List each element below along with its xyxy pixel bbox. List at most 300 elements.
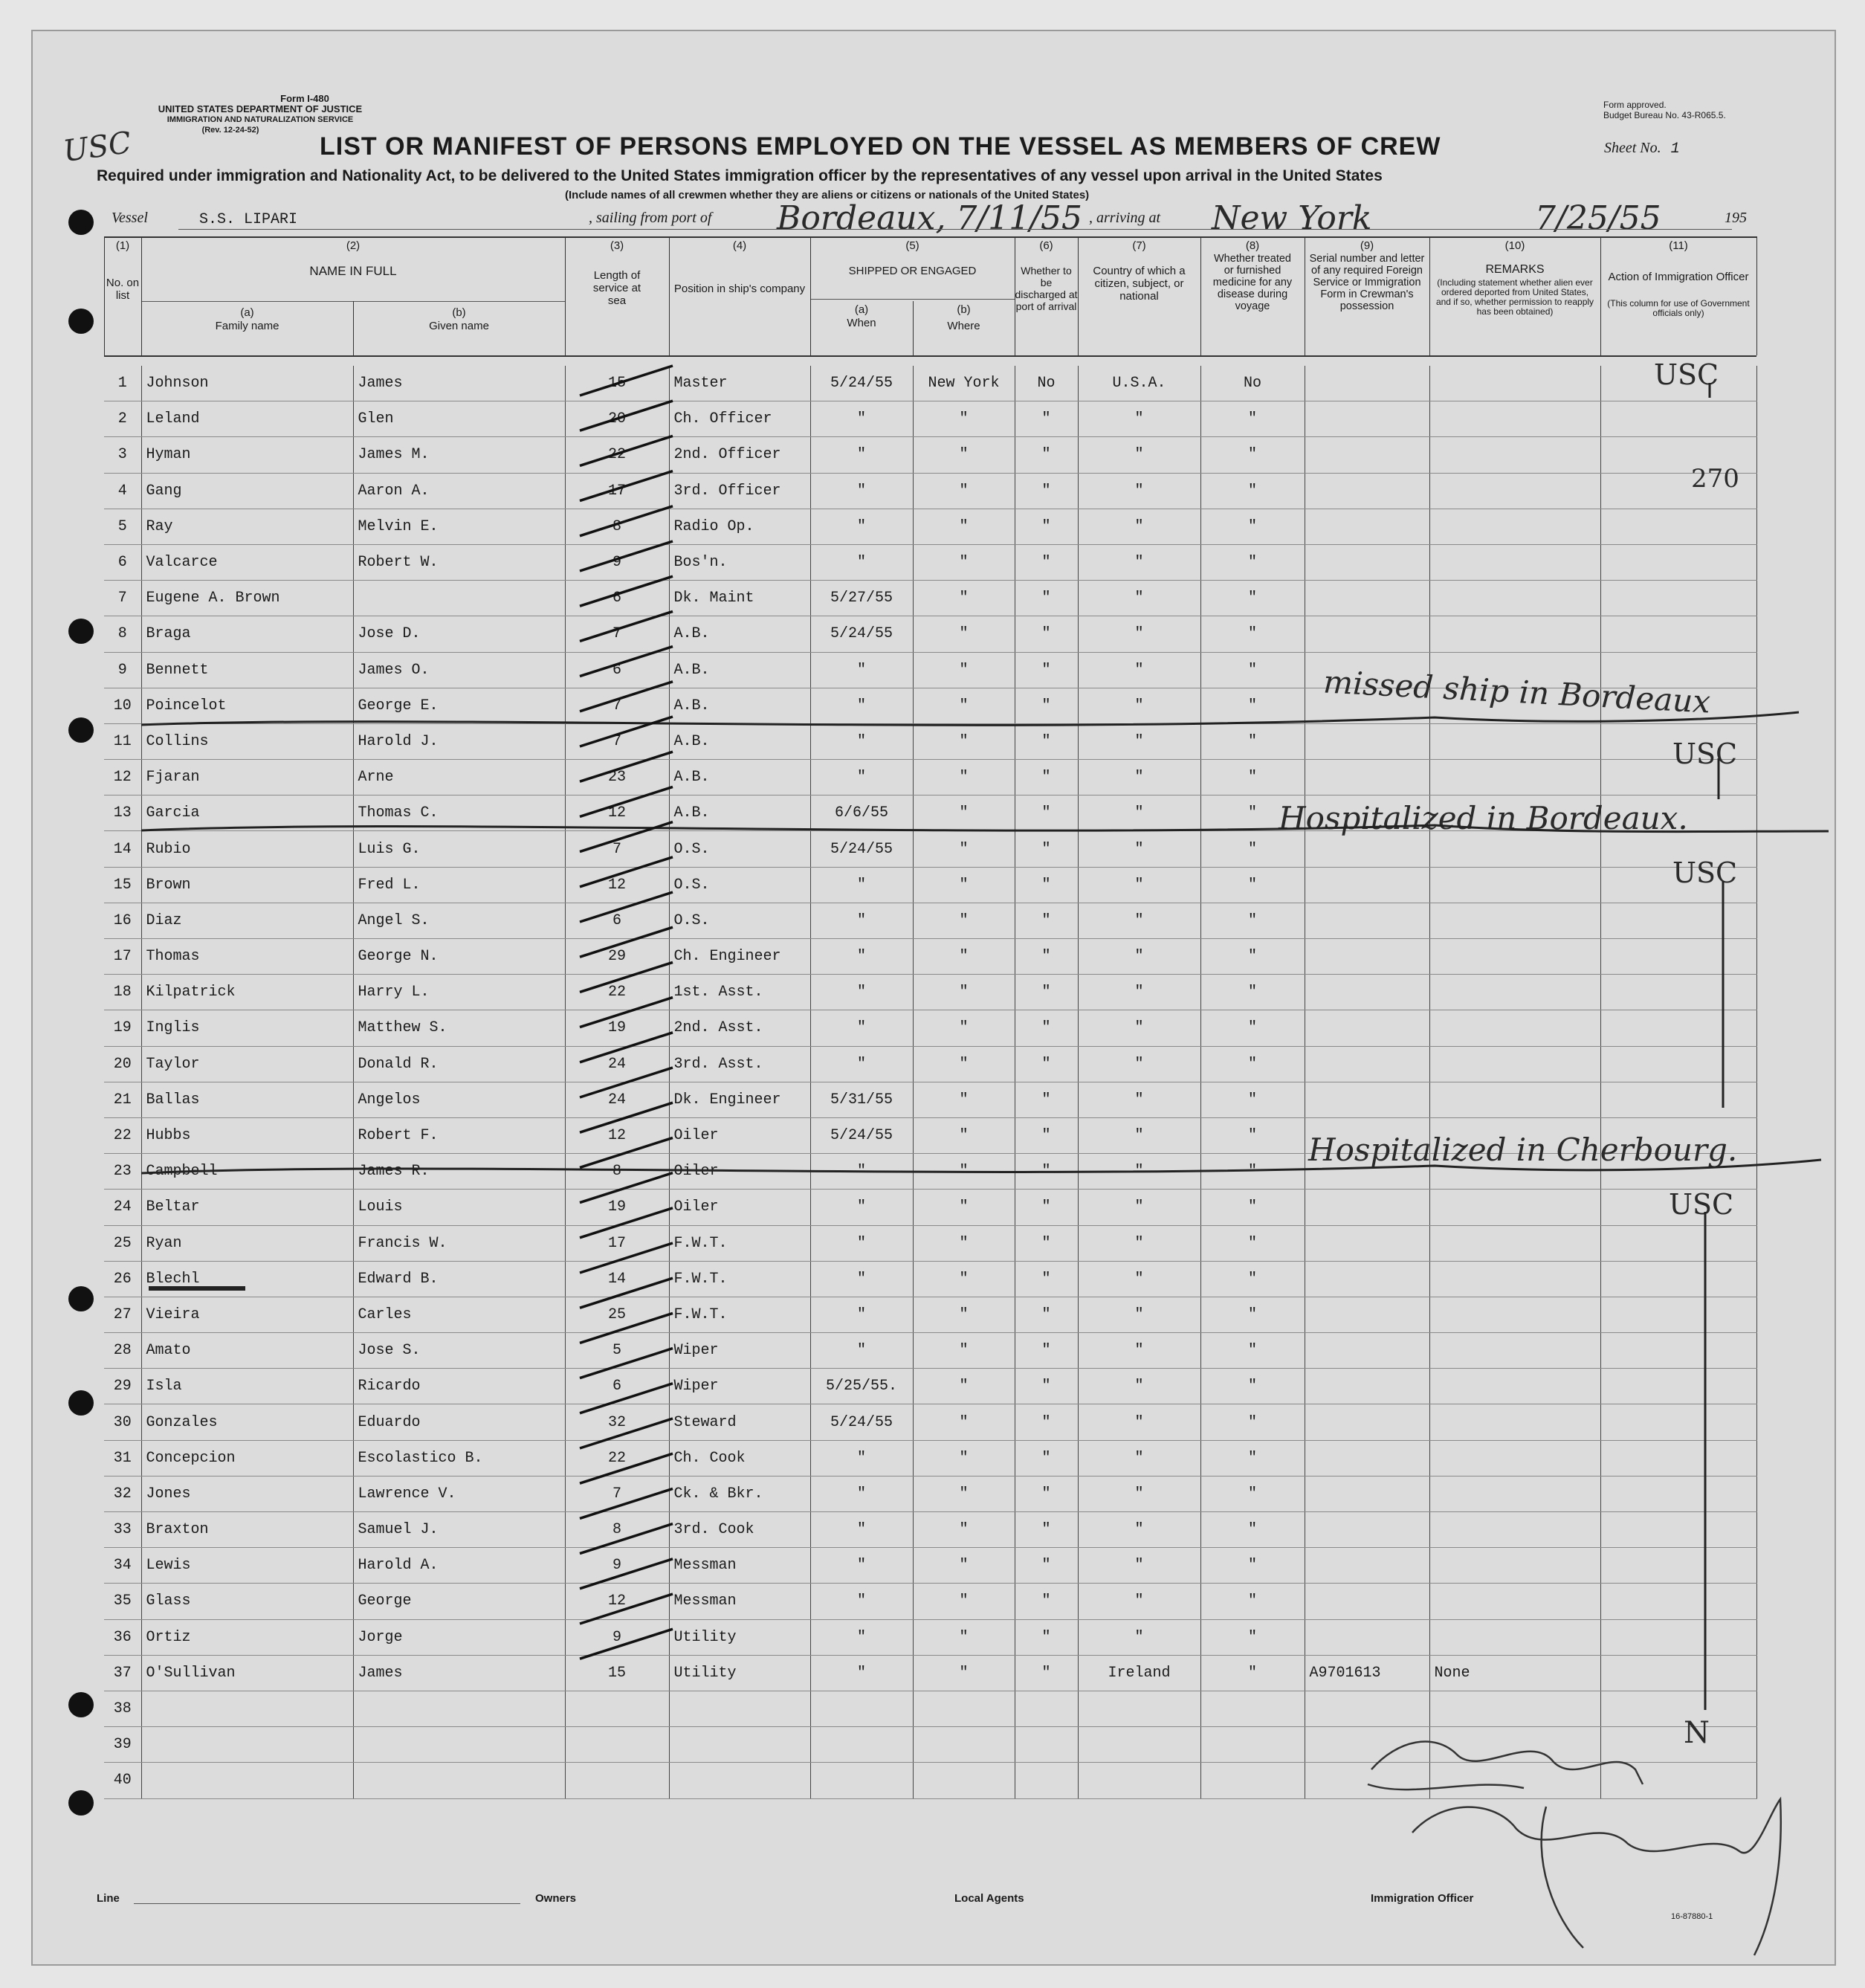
header-separator <box>810 236 811 355</box>
given-name-cell: Harold J. <box>353 723 565 759</box>
family-name-cell: Blechl <box>141 1261 353 1297</box>
table-row <box>104 401 1756 437</box>
serial-number-cell <box>1305 437 1429 473</box>
budget-bureau: Budget Bureau No. 43-R065.5. <box>1603 110 1726 120</box>
officer-action-cell <box>1600 1584 1756 1619</box>
serial-number-cell <box>1305 867 1429 903</box>
given-name-cell: George E. <box>353 688 565 723</box>
handwritten-usc-2: USC <box>1672 738 1738 770</box>
treated-cell: " <box>1200 509 1305 544</box>
treated-cell: " <box>1200 1404 1305 1440</box>
serial-number-cell <box>1305 975 1429 1010</box>
col-1-number: (1) <box>115 239 130 252</box>
row-number-cell: 31 <box>104 1440 141 1476</box>
shipped-when-cell: " <box>810 437 913 473</box>
length-of-service-cell: 6 <box>565 1369 669 1404</box>
family-name-cell: Eugene A. Brown <box>141 581 353 616</box>
length-of-service-cell: 9 <box>565 1619 669 1655</box>
family-name-cell: Taylor <box>141 1046 353 1082</box>
remarks-cell <box>1429 1297 1600 1332</box>
discharge-cell: " <box>1015 652 1078 688</box>
serial-number-cell <box>1305 831 1429 867</box>
officer-action-cell <box>1600 1010 1756 1046</box>
revision: (Rev. 12-24-52) <box>201 126 259 135</box>
shipped-where-cell: " <box>913 1333 1015 1369</box>
treated-cell: " <box>1200 1154 1305 1190</box>
length-of-service-cell: 23 <box>565 760 669 795</box>
shipped-when-cell: " <box>810 401 913 437</box>
row-number-cell: 38 <box>104 1691 141 1726</box>
treated-cell: " <box>1200 939 1305 975</box>
length-of-service-cell: 7 <box>565 831 669 867</box>
punch-hole <box>68 619 94 644</box>
treated-cell: " <box>1200 795 1305 831</box>
row-number-cell: 40 <box>104 1763 141 1798</box>
position-cell: F.W.T. <box>669 1261 810 1297</box>
serial-number-cell <box>1305 1190 1429 1225</box>
officer-action-cell <box>1600 1440 1756 1476</box>
shipped-where-cell: " <box>913 939 1015 975</box>
col-11-header: Action of Immigration Officer <box>1608 271 1749 283</box>
col-5b-number: (b) <box>957 303 971 316</box>
length-of-service-cell: 22 <box>565 975 669 1010</box>
discharge-cell: " <box>1015 1154 1078 1190</box>
remarks-cell <box>1429 975 1600 1010</box>
col-6-header: Whether to be discharged at port of arrival <box>1015 265 1078 312</box>
col-2b-header: Given name <box>429 320 489 332</box>
vessel-label: Vessel <box>111 210 148 226</box>
remarks-cell <box>1429 1046 1600 1082</box>
remarks-cell <box>1429 437 1600 473</box>
treated-cell: " <box>1200 1190 1305 1225</box>
row-number-cell: 23 <box>104 1154 141 1190</box>
shipped-when-cell: 5/24/55 <box>810 1117 913 1153</box>
citizenship-cell: " <box>1078 939 1200 975</box>
shipped-where-cell: " <box>913 975 1015 1010</box>
discharge-cell: " <box>1015 1548 1078 1584</box>
row-number-cell: 39 <box>104 1727 141 1763</box>
given-name-cell: Thomas C. <box>353 795 565 831</box>
shipped-where-cell: " <box>913 867 1015 903</box>
discharge-cell: " <box>1015 1369 1078 1404</box>
position-cell <box>669 1727 810 1763</box>
position-cell: Ch. Engineer <box>669 939 810 975</box>
serial-number-cell <box>1305 544 1429 580</box>
family-name-cell: Braxton <box>141 1512 353 1548</box>
given-name-cell: Francis W. <box>353 1225 565 1261</box>
punch-hole <box>68 309 94 334</box>
citizenship-cell: " <box>1078 1333 1200 1369</box>
shipped-when-cell: 5/25/55. <box>810 1369 913 1404</box>
row-number-cell: 36 <box>104 1619 141 1655</box>
remarks-cell <box>1429 581 1600 616</box>
officer-action-cell <box>1600 581 1756 616</box>
treated-cell: " <box>1200 760 1305 795</box>
remarks-cell <box>1429 1619 1600 1655</box>
table-row <box>104 1584 1756 1619</box>
citizenship-cell: " <box>1078 544 1200 580</box>
remarks-cell <box>1429 401 1600 437</box>
shipped-where-cell: " <box>913 616 1015 652</box>
shipped-where-cell: " <box>913 1619 1015 1655</box>
family-name-cell: Brown <box>141 867 353 903</box>
length-of-service-cell: 12 <box>565 1584 669 1619</box>
family-name-cell <box>141 1691 353 1726</box>
table-row <box>104 975 1756 1010</box>
family-name-cell <box>141 1727 353 1763</box>
shipped-where-cell <box>913 1727 1015 1763</box>
family-name-cell: O'Sullivan <box>141 1655 353 1691</box>
col-2-number: (2) <box>346 239 361 252</box>
length-of-service-cell: 8 <box>565 1512 669 1548</box>
shipped-when-cell: " <box>810 1548 913 1584</box>
discharge-cell: " <box>1015 723 1078 759</box>
handwritten-usc-4: USC <box>1669 1188 1734 1221</box>
row-number-cell: 35 <box>104 1584 141 1619</box>
shipped-when-cell: " <box>810 975 913 1010</box>
treated-cell: " <box>1200 401 1305 437</box>
shipped-where-cell: " <box>913 1261 1015 1297</box>
officer-action-cell <box>1600 903 1756 938</box>
table-row <box>104 509 1756 544</box>
shipped-when-cell: " <box>810 1154 913 1190</box>
col-5a-header: When <box>847 317 876 329</box>
remarks-cell <box>1429 1763 1600 1798</box>
table-row <box>104 723 1756 759</box>
length-of-service-cell: 15 <box>565 366 669 401</box>
form-id-block <box>149 94 372 135</box>
table-row <box>104 1046 1756 1082</box>
position-cell: 3rd. Cook <box>669 1512 810 1548</box>
treated-cell: " <box>1200 1333 1305 1369</box>
col-10-header: REMARKS <box>1485 263 1545 276</box>
serial-number-cell <box>1305 1691 1429 1726</box>
position-cell: A.B. <box>669 652 810 688</box>
length-of-service-cell <box>565 1691 669 1726</box>
family-name-cell: Fjaran <box>141 760 353 795</box>
table-row <box>104 1333 1756 1369</box>
family-name-cell: Poincelot <box>141 688 353 723</box>
length-of-service-cell: 5 <box>565 1333 669 1369</box>
remarks-cell <box>1429 1548 1600 1584</box>
family-name-cell: Ray <box>141 509 353 544</box>
shipped-when-cell: " <box>810 1261 913 1297</box>
shipped-where-cell: " <box>913 437 1015 473</box>
serial-number-cell <box>1305 1297 1429 1332</box>
citizenship-cell: " <box>1078 1010 1200 1046</box>
discharge-cell: " <box>1015 795 1078 831</box>
given-name-cell: Robert W. <box>353 544 565 580</box>
serial-number-cell <box>1305 509 1429 544</box>
length-of-service-cell: 19 <box>565 1190 669 1225</box>
discharge-cell: " <box>1015 1010 1078 1046</box>
given-name-cell: Angel S. <box>353 903 565 938</box>
citizenship-cell: " <box>1078 760 1200 795</box>
length-of-service-cell: 29 <box>565 939 669 975</box>
shipped-when-cell <box>810 1727 913 1763</box>
header-separator <box>1200 236 1201 355</box>
handwritten-270: 270 <box>1691 464 1739 494</box>
table-row <box>104 867 1756 903</box>
length-of-service-cell: 12 <box>565 795 669 831</box>
family-name-cell: Ballas <box>141 1082 353 1117</box>
col-4-number: (4) <box>732 239 747 252</box>
vessel-name: S.S. LIPARI <box>199 211 298 228</box>
discharge-cell: " <box>1015 1440 1078 1476</box>
citizenship-cell: " <box>1078 1082 1200 1117</box>
row-number-cell: 17 <box>104 939 141 975</box>
position-cell: Messman <box>669 1584 810 1619</box>
table-row <box>104 903 1756 938</box>
length-of-service-cell: 12 <box>565 1117 669 1153</box>
shipped-where-cell: " <box>913 1548 1015 1584</box>
shipped-when-cell: " <box>810 473 913 509</box>
row-number-cell: 25 <box>104 1225 141 1261</box>
serial-number-cell <box>1305 760 1429 795</box>
col-7-header: Country of which a citizen, subject, or national <box>1093 265 1186 303</box>
discharge-cell: " <box>1015 544 1078 580</box>
serial-number-cell <box>1305 939 1429 975</box>
remarks-cell <box>1429 1440 1600 1476</box>
table-row <box>104 1261 1756 1297</box>
remarks-cell <box>1429 544 1600 580</box>
serial-number-cell <box>1305 1082 1429 1117</box>
row-number-cell: 13 <box>104 795 141 831</box>
row-number-cell: 12 <box>104 760 141 795</box>
given-name-cell: George N. <box>353 939 565 975</box>
family-name-cell: Kilpatrick <box>141 975 353 1010</box>
row-number-cell: 11 <box>104 723 141 759</box>
length-of-service-cell: 9 <box>565 544 669 580</box>
family-name-cell: Gonzales <box>141 1404 353 1440</box>
col-11-number: (11) <box>1669 239 1688 252</box>
table-row <box>104 1512 1756 1548</box>
handwritten-top-left-note: USC <box>61 125 134 170</box>
treated-cell: " <box>1200 1369 1305 1404</box>
family-name-cell: Hubbs <box>141 1117 353 1153</box>
position-cell: Wiper <box>669 1369 810 1404</box>
col-5a-number: (a) <box>854 303 869 316</box>
length-of-service-cell: 24 <box>565 1082 669 1117</box>
shipped-where-cell: " <box>913 1190 1015 1225</box>
position-cell: A.B. <box>669 760 810 795</box>
department: UNITED STATES DEPARTMENT OF JUSTICE <box>158 103 363 114</box>
table-row <box>104 1691 1756 1726</box>
punch-hole <box>68 1692 94 1717</box>
citizenship-cell: " <box>1078 723 1200 759</box>
citizenship-cell: " <box>1078 1440 1200 1476</box>
remarks-cell <box>1429 473 1600 509</box>
citizenship-cell: " <box>1078 795 1200 831</box>
treated-cell <box>1200 1691 1305 1726</box>
position-cell: Steward <box>669 1404 810 1440</box>
serial-number-cell <box>1305 903 1429 938</box>
officer-action-cell <box>1600 1476 1756 1511</box>
officer-action-cell <box>1600 1763 1756 1798</box>
treated-cell: " <box>1200 1010 1305 1046</box>
shipped-where-cell: " <box>913 1440 1015 1476</box>
treated-cell <box>1200 1727 1305 1763</box>
table-row <box>104 581 1756 616</box>
discharge-cell: " <box>1015 1404 1078 1440</box>
treated-cell: " <box>1200 1261 1305 1297</box>
shipped-where-cell: " <box>913 723 1015 759</box>
shipped-where-cell: " <box>913 1154 1015 1190</box>
table-row <box>104 437 1756 473</box>
shipped-when-cell: 6/6/55 <box>810 795 913 831</box>
family-name-cell: Jones <box>141 1476 353 1511</box>
col-10-number: (10) <box>1504 239 1525 252</box>
length-of-service-cell: 14 <box>565 1261 669 1297</box>
given-name-cell: Edward B. <box>353 1261 565 1297</box>
position-cell: 3rd. Officer <box>669 473 810 509</box>
treated-cell: " <box>1200 616 1305 652</box>
length-of-service-cell: 20 <box>565 401 669 437</box>
officer-action-cell <box>1600 1046 1756 1082</box>
row-number-cell: 37 <box>104 1655 141 1691</box>
row-number-cell: 18 <box>104 975 141 1010</box>
given-name-cell: Escolastico B. <box>353 1440 565 1476</box>
remarks-cell <box>1429 1404 1600 1440</box>
table-row <box>104 939 1756 975</box>
officer-action-cell <box>1600 1512 1756 1548</box>
row-number-cell: 10 <box>104 688 141 723</box>
shipped-when-cell <box>810 1763 913 1798</box>
given-name-cell: George <box>353 1584 565 1619</box>
arrival-date: 7/25/55 <box>1535 199 1661 237</box>
col-5-header: SHIPPED OR ENGAGED <box>848 265 977 277</box>
handwritten-note-row22: Hospitalized in Cherbourg. <box>1308 1132 1738 1168</box>
family-name-cell: Amato <box>141 1333 353 1369</box>
shipped-when-cell: " <box>810 1190 913 1225</box>
position-cell: Radio Op. <box>669 509 810 544</box>
discharge-cell: " <box>1015 1261 1078 1297</box>
citizenship-cell: " <box>1078 1404 1200 1440</box>
treated-cell: " <box>1200 723 1305 759</box>
table-row <box>104 1476 1756 1511</box>
shipped-where-cell: " <box>913 1082 1015 1117</box>
shipped-when-cell: " <box>810 509 913 544</box>
discharge-cell: " <box>1015 1082 1078 1117</box>
length-of-service-cell: 6 <box>565 581 669 616</box>
header-separator <box>1078 236 1079 355</box>
year-suffix: 195 <box>1725 210 1747 226</box>
position-cell: 1st. Asst. <box>669 975 810 1010</box>
citizenship-cell <box>1078 1727 1200 1763</box>
treated-cell: " <box>1200 652 1305 688</box>
table-row <box>104 1404 1756 1440</box>
serial-number-cell <box>1305 1619 1429 1655</box>
shipped-where-cell: " <box>913 401 1015 437</box>
remarks-cell <box>1429 366 1600 401</box>
header-top-rule <box>104 236 1756 238</box>
shipped-when-cell: " <box>810 1010 913 1046</box>
officer-action-cell <box>1600 1691 1756 1726</box>
position-cell: A.B. <box>669 616 810 652</box>
length-of-service-cell: 8 <box>565 1154 669 1190</box>
family-name-cell: Johnson <box>141 366 353 401</box>
serial-number-cell <box>1305 1046 1429 1082</box>
officer-action-cell <box>1600 1369 1756 1404</box>
serial-number-cell <box>1305 1512 1429 1548</box>
citizenship-cell: " <box>1078 581 1200 616</box>
officer-action-cell <box>1600 975 1756 1010</box>
citizenship-cell: U.S.A. <box>1078 366 1200 401</box>
row-number-cell: 4 <box>104 473 141 509</box>
serial-number-cell <box>1305 1010 1429 1046</box>
shipped-when-cell: 5/27/55 <box>810 581 913 616</box>
remarks-cell <box>1429 509 1600 544</box>
table-row <box>104 1082 1756 1117</box>
length-of-service-cell <box>565 1727 669 1763</box>
serial-number-cell <box>1305 1440 1429 1476</box>
shipped-when-cell: " <box>810 544 913 580</box>
length-of-service-cell: 6 <box>565 903 669 938</box>
row-number-cell: 5 <box>104 509 141 544</box>
shipped-when-cell: " <box>810 1476 913 1511</box>
length-of-service-cell: 22 <box>565 437 669 473</box>
footer-line-label: Line <box>97 1892 120 1905</box>
col-9-header: Serial number and letter of any required Foreign Service or Immigration Form in Crewman's possession <box>1309 253 1425 312</box>
col-4-header: Position in ship's company <box>673 283 806 295</box>
shipped-where-cell: " <box>913 760 1015 795</box>
length-of-service-cell: 17 <box>565 1225 669 1261</box>
given-name-cell: James R. <box>353 1154 565 1190</box>
row-number-cell: 34 <box>104 1548 141 1584</box>
citizenship-cell: " <box>1078 1154 1200 1190</box>
table-row <box>104 1655 1756 1691</box>
shipped-when-cell <box>810 1691 913 1726</box>
row-number-cell: 7 <box>104 581 141 616</box>
discharge-cell: " <box>1015 509 1078 544</box>
discharge-cell: " <box>1015 975 1078 1010</box>
given-name-cell: Melvin E. <box>353 509 565 544</box>
crew-table <box>104 366 1757 1799</box>
punch-hole <box>68 717 94 743</box>
given-name-cell: Samuel J. <box>353 1512 565 1548</box>
header-separator <box>913 301 914 355</box>
discharge-cell: " <box>1015 1225 1078 1261</box>
given-name-cell: James <box>353 366 565 401</box>
row-number-cell: 16 <box>104 903 141 938</box>
given-name-cell: Arne <box>353 760 565 795</box>
include-note: (Include names of all crewmen whether they are aliens or citizens or nationals of the United States) <box>565 189 1090 201</box>
given-name-cell: Matthew S. <box>353 1010 565 1046</box>
serial-number-cell <box>1305 1763 1429 1798</box>
citizenship-cell: " <box>1078 437 1200 473</box>
table-row <box>104 473 1756 509</box>
given-name-cell: Glen <box>353 401 565 437</box>
treated-cell: " <box>1200 867 1305 903</box>
given-name-cell: Jose D. <box>353 616 565 652</box>
discharge-cell: " <box>1015 939 1078 975</box>
family-name-cell: Garcia <box>141 795 353 831</box>
row-number-cell: 20 <box>104 1046 141 1082</box>
treated-cell: " <box>1200 1512 1305 1548</box>
table-row <box>104 1010 1756 1046</box>
discharge-cell: " <box>1015 1619 1078 1655</box>
header-separator <box>1756 236 1757 355</box>
serial-number-cell <box>1305 1548 1429 1584</box>
row-number-cell: 19 <box>104 1010 141 1046</box>
officer-action-cell <box>1600 1225 1756 1261</box>
shipped-when-cell: " <box>810 1584 913 1619</box>
punch-hole <box>68 1790 94 1816</box>
header-separator <box>353 301 354 355</box>
position-cell: Wiper <box>669 1333 810 1369</box>
citizenship-cell: " <box>1078 509 1200 544</box>
position-cell: F.W.T. <box>669 1297 810 1332</box>
